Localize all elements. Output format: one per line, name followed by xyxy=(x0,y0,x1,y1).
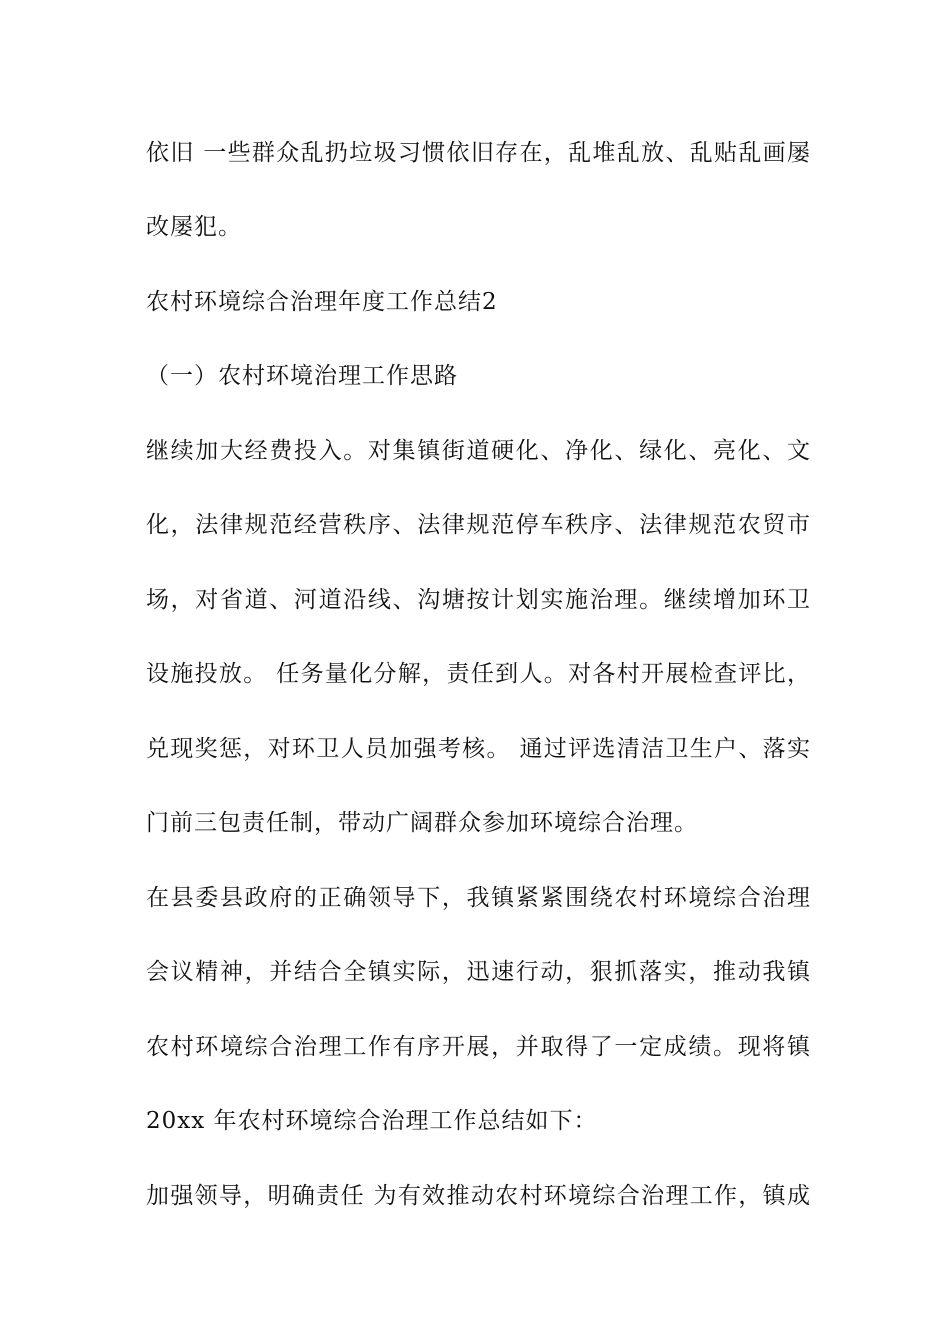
subsection-heading: （一）农村环境治理工作思路 xyxy=(146,363,458,389)
text-line: 化，法律规范经营秩序、法律规范停车秩序、法律规范农贸市 xyxy=(146,512,811,538)
text-line: 继续加大经费投入。对集镇街道硬化、净化、绿化、亮化、文 xyxy=(146,438,811,464)
text-line: 加强领导，明确责任 为有效推动农村环境综合治理工作，镇成 xyxy=(146,1183,811,1209)
text-line: 会议精神，并结合全镇实际，迅速行动，狠抓落实，推动我镇 xyxy=(146,959,811,985)
text-line: 门前三包责任制，带动广阔群众参加环境综合治理。 xyxy=(146,810,698,836)
text-line: 场，对省道、河道沿线、沟塘按计划实施治理。继续增加环卫 xyxy=(146,587,811,613)
text-line: 在县委县政府的正确领导下，我镇紧紧围绕农村环境综合治理 xyxy=(146,885,811,911)
text-line: 设施投放。 任务量化分解，责任到人。对各村开展检查评比， xyxy=(146,661,811,687)
text-line: 改屡犯。 xyxy=(146,214,242,240)
text-line: 兑现奖惩，对环卫人员加强考核。 通过评选清洁卫生户、落实 xyxy=(146,736,811,762)
text-line: 农村环境综合治理工作有序开展，并取得了一定成绩。现将镇 xyxy=(146,1034,811,1060)
text-line: 20xx 年农村环境综合治理工作总结如下： xyxy=(146,1108,598,1134)
text-line: 依旧 一些群众乱扔垃圾习惯依旧存在，乱堆乱放、乱贴乱画屡 xyxy=(146,140,811,166)
section-heading: 农村环境综合治理年度工作总结2 xyxy=(146,289,498,315)
